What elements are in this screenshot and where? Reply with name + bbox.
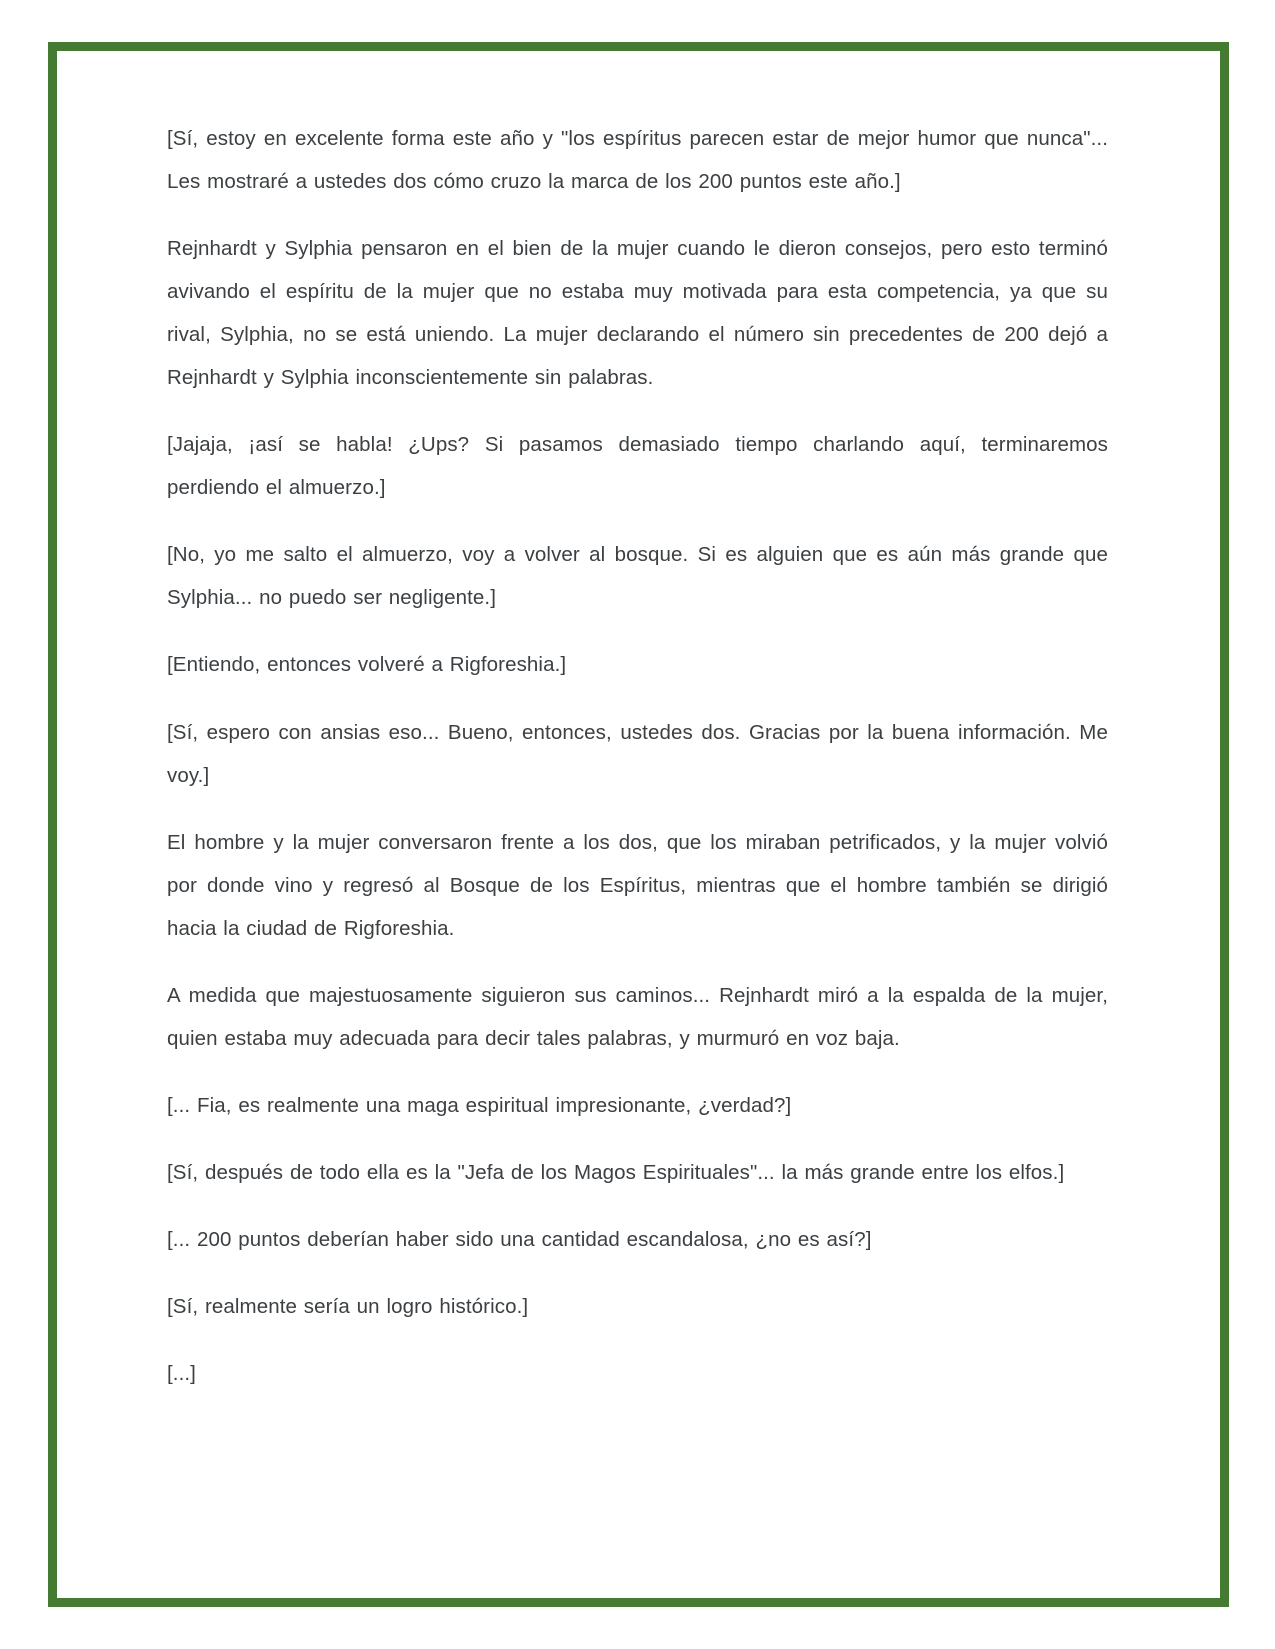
paragraph: [Sí, realmente sería un logro histórico.] <box>167 1294 529 1318</box>
paragraph: [Entiendo, entonces volveré a Rigforeshia.] <box>167 653 567 677</box>
document-body <box>167 117 1108 1558</box>
paragraph: [... 200 puntos deberían haber sido una cantidad escandalosa, ¿no es así?] <box>167 1227 872 1251</box>
paragraph: [No, yo me salto el almuerzo, voy a volver al bosque. Si es alguien que es aún más grande que Sylphia... no puedo ser negligente.] <box>167 543 1108 610</box>
paragraph: [Jajaja, ¡así se habla! ¿Ups? Si pasamos demasiado tiempo charlando aquí, terminaremos perdiendo el almuerzo.] <box>167 433 1108 500</box>
paragraph: Rejnhardt y Sylphia pensaron en el bien de la mujer cuando le dieron consejos, pero esto terminó avivando el espíritu de la mujer que no estaba muy motivada para esta competencia, ya que su rival, Sylphia, no se está uniendo. La mujer declarando el número sin precedentes de 200 dejó a Rejnhardt y Sylphia inconscientemente sin palabras. <box>167 237 1108 390</box>
paragraph: El hombre y la mujer conversaron frente a los dos, que los miraban petrificados, y la mujer volvió por donde vino y regresó al Bosque de los Espíritus, mientras que el hombre también se dirigió hacia la ciudad de Rigforeshia. <box>167 830 1108 940</box>
paragraph: A medida que majestuosamente siguieron sus caminos... Rejnhardt miró a la espalda de la mujer, quien estaba muy adecuada para decir tales palabras, y murmuró en voz baja. <box>167 983 1108 1050</box>
paragraph: [Sí, después de todo ella es la "Jefa de los Magos Espirituales"... la más grande entre los elfos.] <box>167 1160 1065 1184</box>
page-border <box>48 42 1229 1607</box>
paragraph: [... Fia, es realmente una maga espiritual impresionante, ¿verdad?] <box>167 1093 792 1117</box>
paragraph: [Sí, estoy en excelente forma este año y "los espíritus parecen estar de mejor humor que nunca"... Les mostraré a ustedes dos cómo cruzo la marca de los 200 puntos este año.] <box>167 127 1108 194</box>
paragraph: [Sí, espero con ansias eso... Bueno, entonces, ustedes dos. Gracias por la buena información. Me voy.] <box>167 720 1108 787</box>
paragraph: [...] <box>167 1362 196 1386</box>
